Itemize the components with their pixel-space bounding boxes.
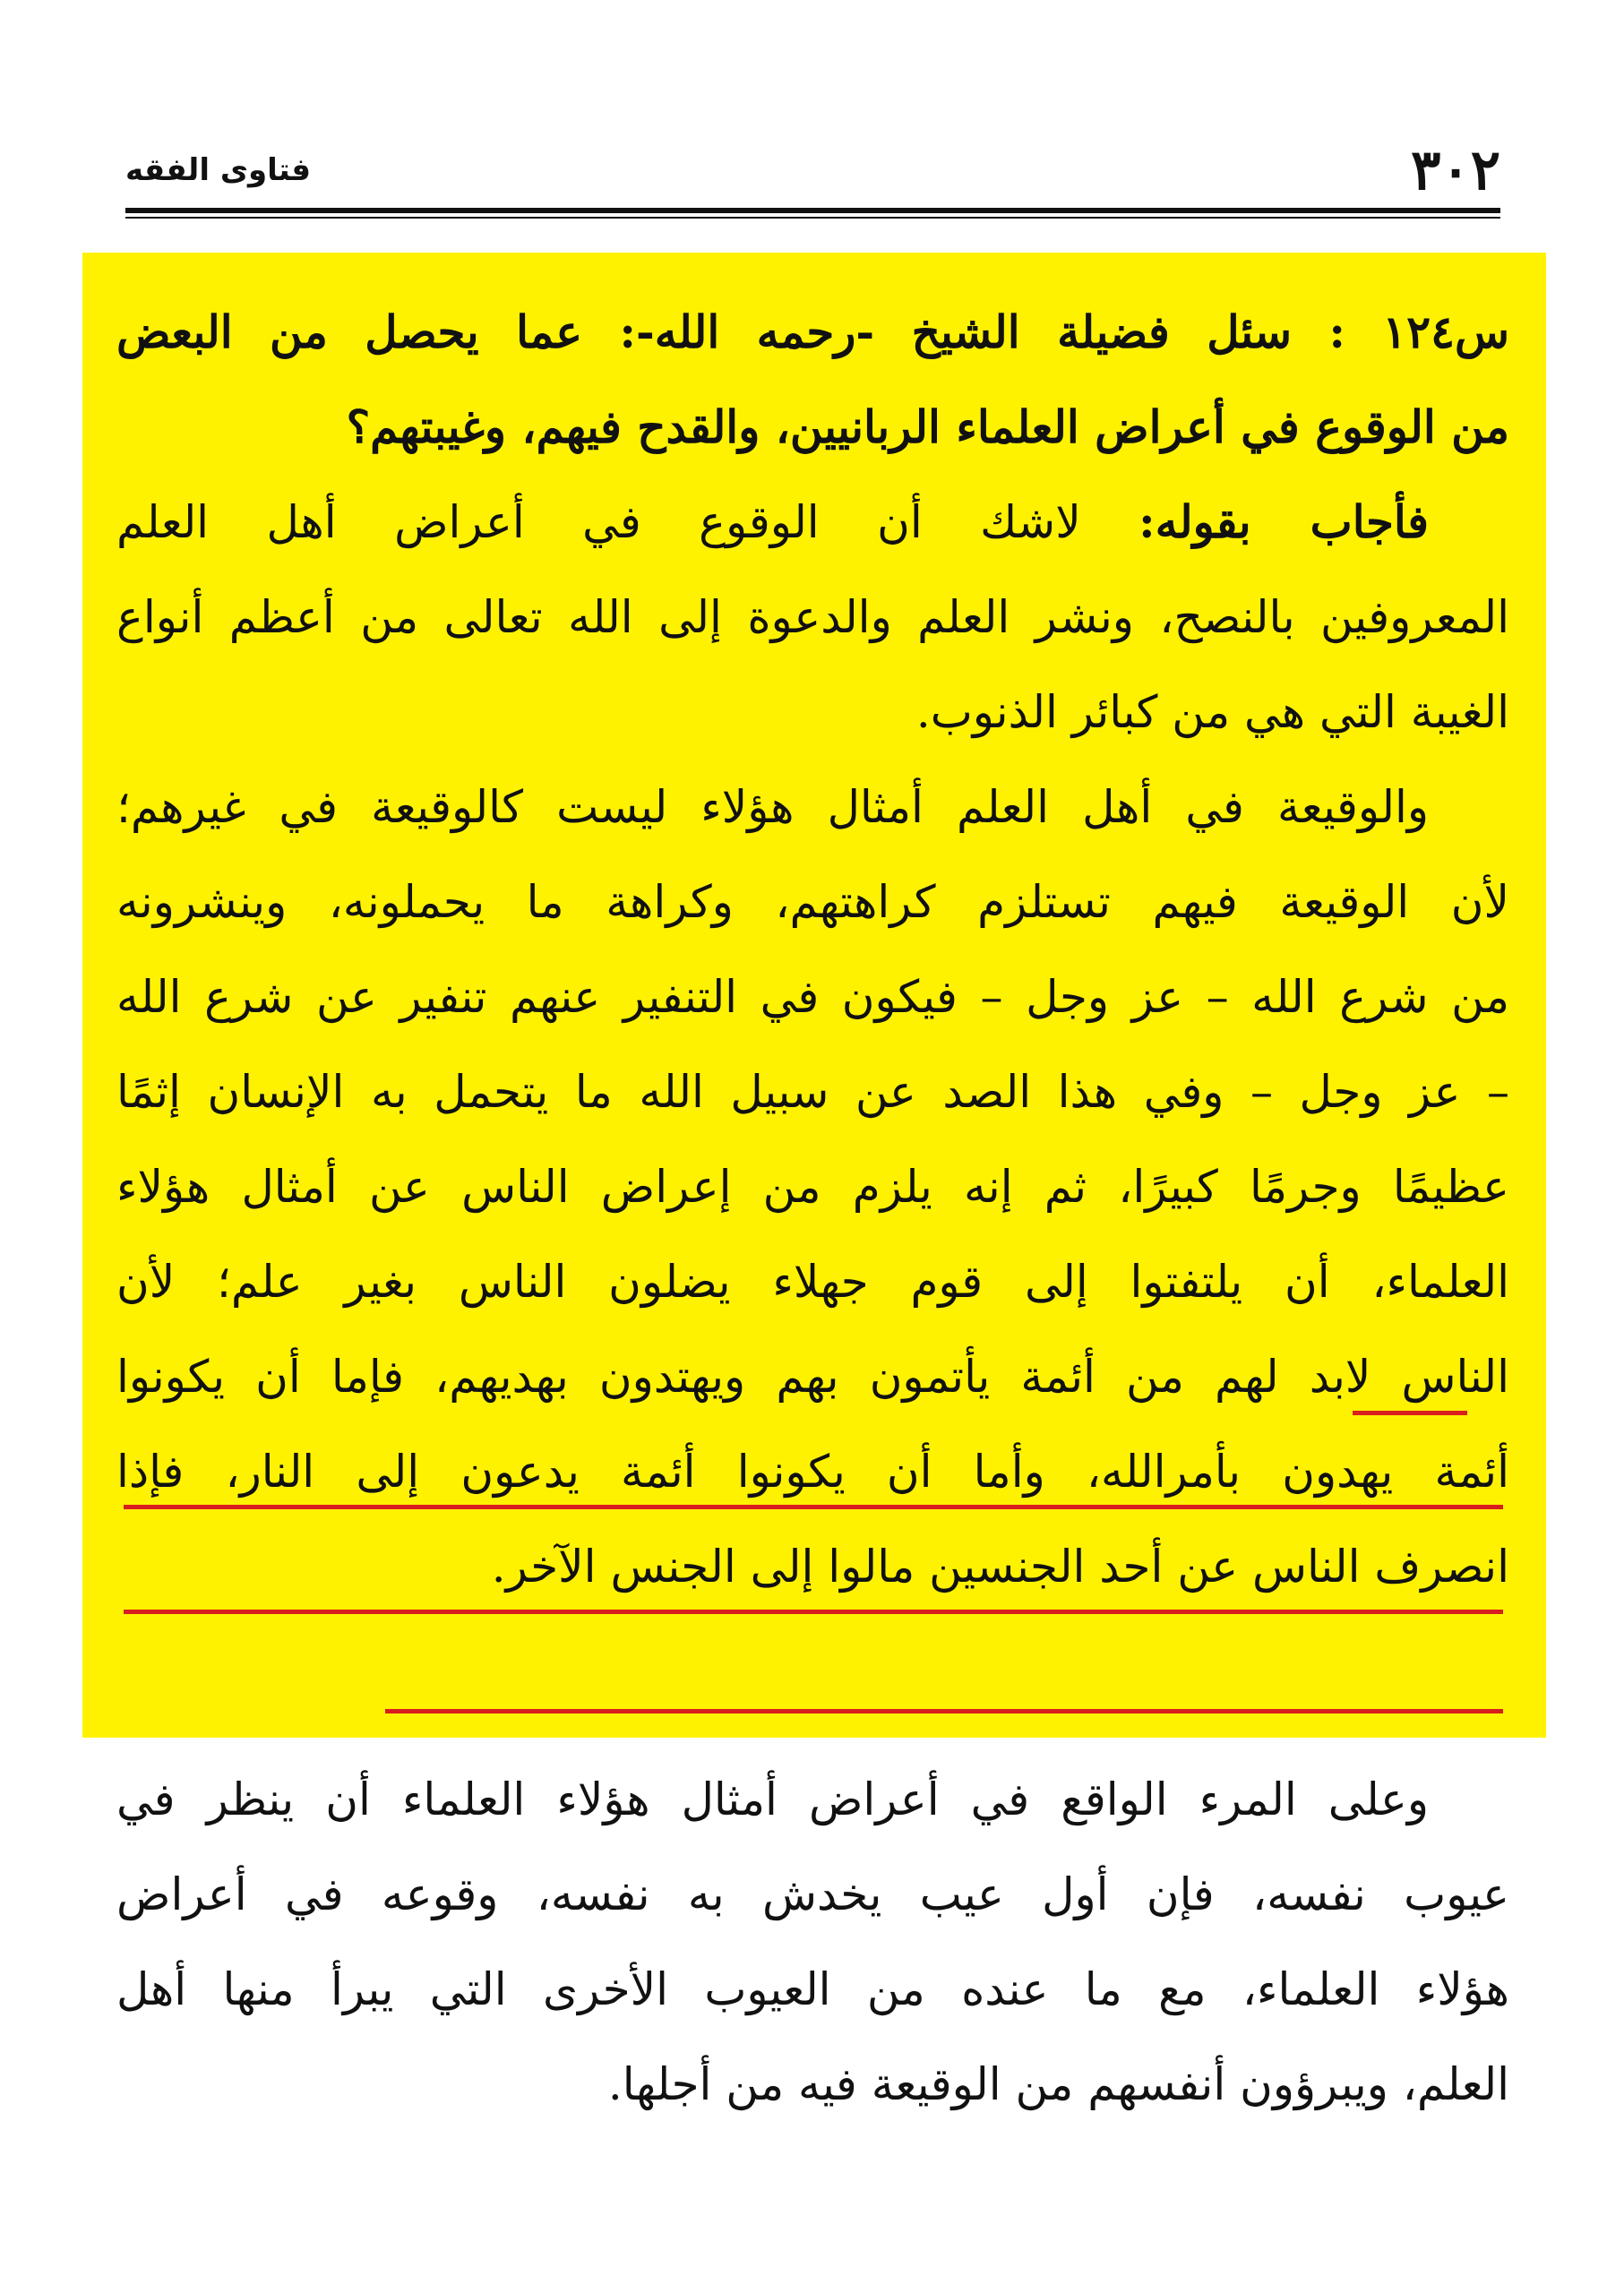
question-line: س١٢٤ : سئل فضيلة الشيخ -رحمه الله-: عما يحصل من البعض xyxy=(116,305,1509,358)
paragraph2-line: لأن الوقيعة فيهم تستلزم كراهتهم، وكراهة ما يحملونه، وينشرونه xyxy=(116,876,1509,928)
paragraph2-line: من شرع الله – عز وجل – فيكون في التنفير عنهم تنفير عن شرع الله xyxy=(116,971,1509,1023)
paragraph2-line: عظيمًا وجرمًا كبيرًا، ثم إنه يلزم من إعراض الناس عن أمثال هؤلاء xyxy=(116,1161,1509,1213)
paragraph3-line: وعلى المرء الواقع في أعراض أمثال هؤلاء العلماء أن ينظر في xyxy=(116,1773,1429,1825)
paragraph2-line: الناس لابد لهم من أئمة يأتمون بهم ويهتدون بهديهم، فإما أن يكونوا xyxy=(116,1351,1509,1403)
red-underline xyxy=(1353,1411,1467,1415)
answer-line: المعروفين بالنصح، ونشر العلم والدعوة إلى الله تعالى من أعظم أنواع xyxy=(116,591,1509,643)
answer-intro: فأجاب بقوله: xyxy=(1139,495,1429,548)
red-underline xyxy=(385,1709,1503,1713)
page-header xyxy=(125,134,1500,206)
answer-line: الغيبة التي هي من كبائر الذنوب. xyxy=(915,686,1509,738)
question-line: من الوقوع في أعراض العلماء الربانيين، والقدح فيهم، وغيبتهم؟ xyxy=(346,400,1509,453)
page-number: ٣٠٢ xyxy=(1411,137,1500,202)
paragraph3-line: هؤلاء العلماء، مع ما عنده من العيوب الأخرى التي يبرأ منها أهل xyxy=(116,1963,1509,2015)
header-rule-thick xyxy=(125,208,1500,213)
paragraph2-line: أئمة يهدون بأمرالله، وأما أن يكونوا أئمة يدعون إلى النار، فإذا xyxy=(116,1446,1509,1498)
paragraph2-line: – عز وجل – وفي هذا الصد عن سبيل الله ما يتحمل به الإنسان إثمًا xyxy=(116,1066,1509,1118)
paragraph3-line: العلم، ويبرؤون أنفسهم من الوقيعة فيه من أجلها. xyxy=(607,2058,1509,2110)
answer-block xyxy=(116,475,1509,1614)
question-block xyxy=(116,285,1509,475)
red-underline xyxy=(124,1610,1503,1614)
answer-line xyxy=(116,475,1509,570)
paragraph2-line: انصرف الناس عن أحد الجنسين مالوا إلى الجنس الآخر. xyxy=(491,1541,1509,1593)
paragraph2-line: العلماء، أن يلتفتوا إلى قوم جهلاء يضلون الناس بغير علم؛ لأن xyxy=(116,1256,1509,1308)
paragraph2-line: والوقيعة في أهل العلم أمثال هؤلاء ليست كالوقيعة في غيرهم؛ xyxy=(116,781,1429,833)
paragraph3-block xyxy=(116,1752,1509,2132)
header-rule-thin xyxy=(125,217,1500,219)
answer-line-rest: لاشك أن الوقوع في أعراض أهل العلم xyxy=(116,496,1139,548)
book-title: فتاوى الفقه xyxy=(125,152,312,188)
paragraph3-line: عيوب نفسه، فإن أول عيب يخدش به نفسه، وقوعه في أعراض xyxy=(116,1868,1509,1920)
red-underline xyxy=(124,1505,1503,1509)
